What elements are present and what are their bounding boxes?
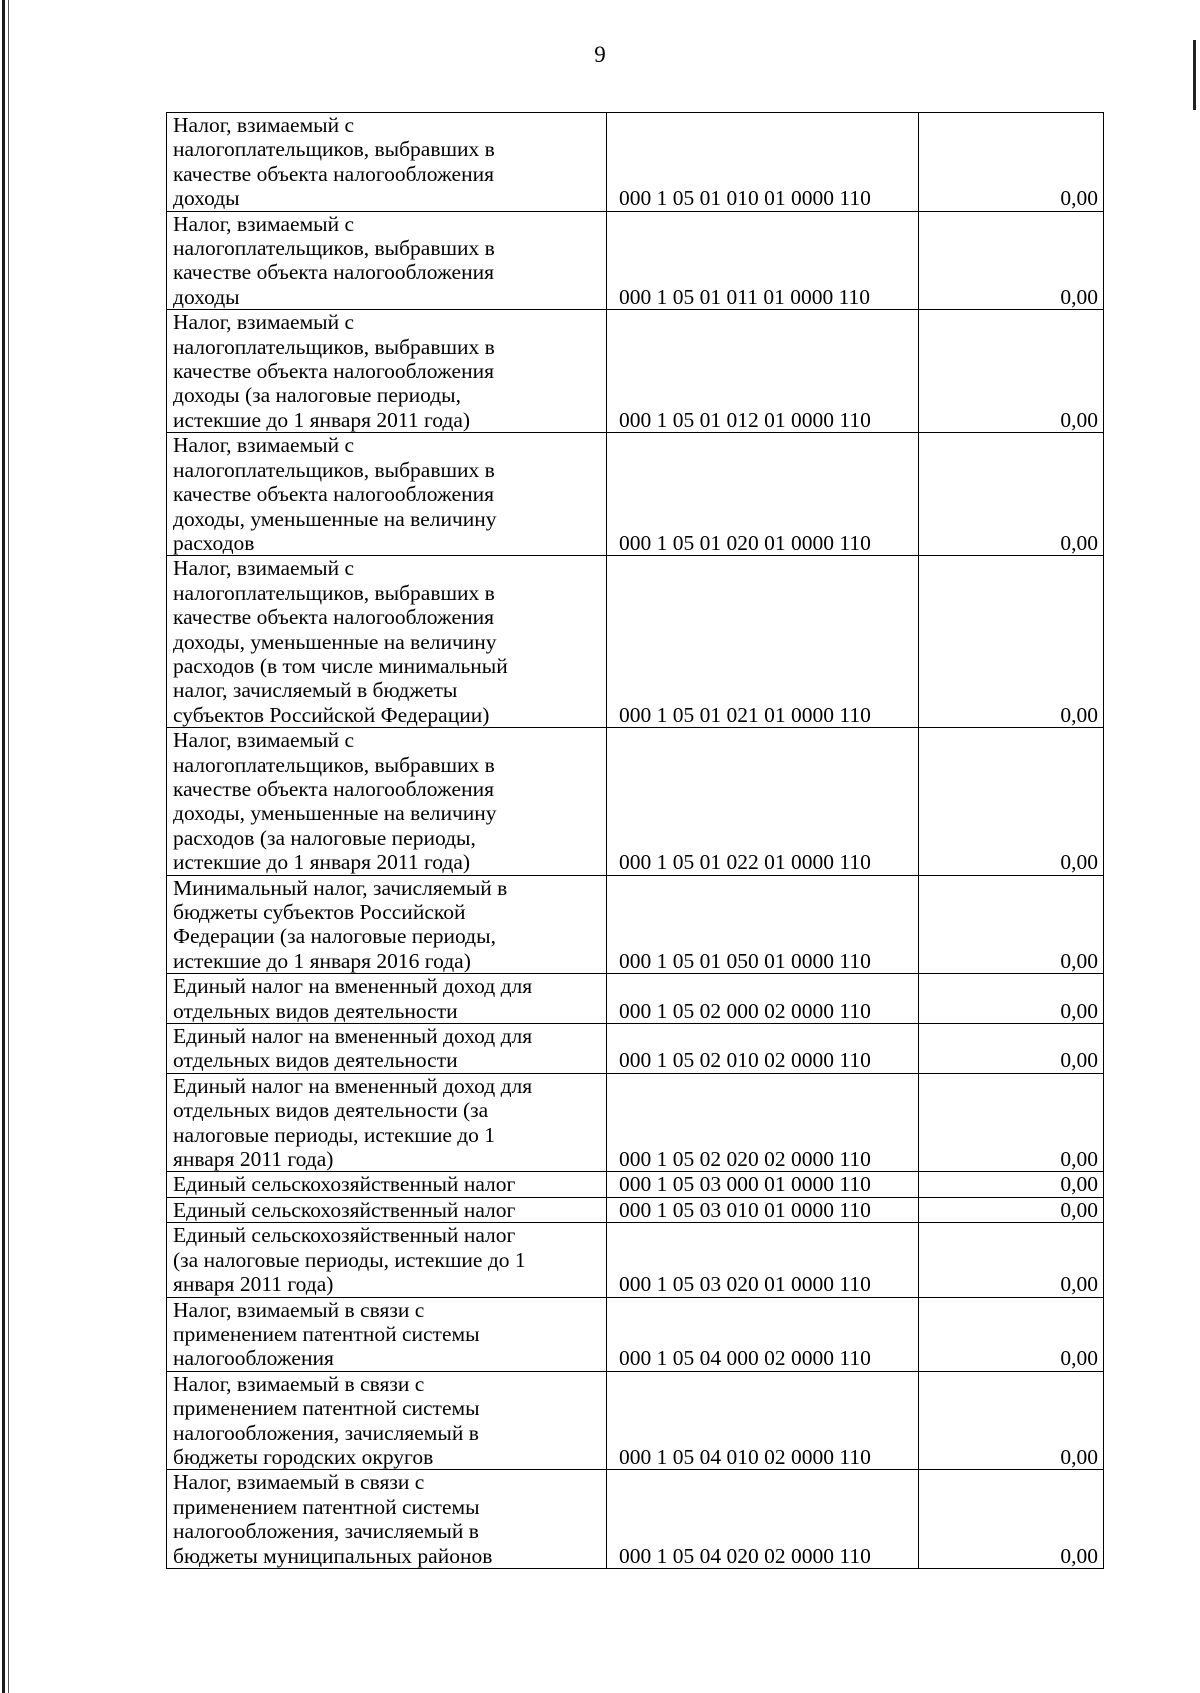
- budget-code-cell: 000 1 05 01 021 01 0000 110: [607, 556, 919, 728]
- revenue-name-cell: Единый сельскохозяйственный налог (за налоговые периоды, истекшие до 1 января 2011 года): [167, 1223, 607, 1297]
- revenue-name-cell: Единый сельскохозяйственный налог: [167, 1172, 607, 1197]
- table-row: [167, 1172, 1104, 1197]
- amount-cell: 0,00: [919, 310, 1104, 433]
- revenue-name-cell: Налог, взимаемый с налогоплательщиков, выбравших в качестве объекта налогообложения доходы: [167, 211, 607, 310]
- revenue-name-cell: Налог, взимаемый в связи с применением патентной системы налогообложения, зачисляемый в бюджеты муниципальных районов: [167, 1470, 607, 1569]
- amount-cell: 0,00: [919, 1470, 1104, 1569]
- amount-cell: 0,00: [919, 433, 1104, 556]
- budget-code-cell: 000 1 05 01 010 01 0000 110: [607, 113, 919, 212]
- revenue-name-cell: Налог, взимаемый с налогоплательщиков, выбравших в качестве объекта налогообложения доходы, уменьшенные на величину расходов (за налоговые периоды, истекшие до 1 января 2011 года): [167, 728, 607, 875]
- table-row: [167, 113, 1104, 212]
- revenue-name-cell: Налог, взимаемый в связи с применением патентной системы налогообложения: [167, 1297, 607, 1371]
- amount-cell: 0,00: [919, 728, 1104, 875]
- budget-code-cell: 000 1 05 02 000 02 0000 110: [607, 974, 919, 1024]
- amount-cell: 0,00: [919, 1223, 1104, 1297]
- amount-cell: 0,00: [919, 1371, 1104, 1470]
- budget-code-cell: 000 1 05 01 020 01 0000 110: [607, 433, 919, 556]
- table-row: [167, 728, 1104, 875]
- page-number: 9: [594, 42, 606, 67]
- table-row: [167, 1297, 1104, 1371]
- table-row: [167, 1197, 1104, 1222]
- table-row: [167, 875, 1104, 974]
- amount-cell: 0,00: [919, 211, 1104, 310]
- budget-code-cell: 000 1 05 01 011 01 0000 110: [607, 211, 919, 310]
- amount-cell: 0,00: [919, 875, 1104, 974]
- revenue-name-cell: Налог, взимаемый с налогоплательщиков, выбравших в качестве объекта налогообложения доходы: [167, 113, 607, 212]
- budget-code-cell: 000 1 05 04 000 02 0000 110: [607, 1297, 919, 1371]
- revenue-name-cell: Единый налог на вмененный доход для отдельных видов деятельности: [167, 1024, 607, 1074]
- amount-cell: 0,00: [919, 1024, 1104, 1074]
- table-row: [167, 1024, 1104, 1074]
- table-row: [167, 974, 1104, 1024]
- revenue-name-cell: Налог, взимаемый с налогоплательщиков, выбравших в качестве объекта налогообложения доходы, уменьшенные на величину расходов (в том числе минимальный налог, зачисляемый в бюджеты субъектов Российской Федерации): [167, 556, 607, 728]
- amount-cell: 0,00: [919, 1297, 1104, 1371]
- budget-code-cell: 000 1 05 04 010 02 0000 110: [607, 1371, 919, 1470]
- table-row: [167, 1371, 1104, 1470]
- revenue-name-cell: Налог, взимаемый с налогоплательщиков, выбравших в качестве объекта налогообложения доходы, уменьшенные на величину расходов: [167, 433, 607, 556]
- table-row: [167, 1223, 1104, 1297]
- amount-cell: 0,00: [919, 1073, 1104, 1172]
- revenue-name-cell: Налог, взимаемый с налогоплательщиков, выбравших в качестве объекта налогообложения доходы (за налоговые периоды, истекшие до 1 января 2011 года): [167, 310, 607, 433]
- budget-code-cell: 000 1 05 01 012 01 0000 110: [607, 310, 919, 433]
- budget-code-cell: 000 1 05 03 000 01 0000 110: [607, 1172, 919, 1197]
- amount-cell: 0,00: [919, 1197, 1104, 1222]
- amount-cell: 0,00: [919, 556, 1104, 728]
- budget-code-cell: 000 1 05 04 020 02 0000 110: [607, 1470, 919, 1569]
- budget-code-cell: 000 1 05 03 010 01 0000 110: [607, 1197, 919, 1222]
- revenue-name-cell: Единый налог на вмененный доход для отдельных видов деятельности: [167, 974, 607, 1024]
- revenue-name-cell: Единый налог на вмененный доход для отдельных видов деятельности (за налоговые периоды, истекшие до 1 января 2011 года): [167, 1073, 607, 1172]
- budget-code-cell: 000 1 05 01 022 01 0000 110: [607, 728, 919, 875]
- revenue-name-cell: Налог, взимаемый в связи с применением патентной системы налогообложения, зачисляемый в бюджеты городских округов: [167, 1371, 607, 1470]
- amount-cell: 0,00: [919, 974, 1104, 1024]
- budget-revenue-table: [166, 112, 1104, 1569]
- revenue-name-cell: Минимальный налог, зачисляемый в бюджеты субъектов Российской Федерации (за налоговые периоды, истекшие до 1 января 2016 года): [167, 875, 607, 974]
- table-body: [167, 113, 1104, 1569]
- table-row: [167, 1073, 1104, 1172]
- scan-border-left: [2, 0, 5, 1693]
- scan-border-left-inner: [8, 0, 9, 1693]
- budget-code-cell: 000 1 05 03 020 01 0000 110: [607, 1223, 919, 1297]
- table-row: [167, 556, 1104, 728]
- revenue-name-cell: Единый сельскохозяйственный налог: [167, 1197, 607, 1222]
- budget-code-cell: 000 1 05 01 050 01 0000 110: [607, 875, 919, 974]
- amount-cell: 0,00: [919, 1172, 1104, 1197]
- table-row: [167, 1470, 1104, 1569]
- table-row: [167, 433, 1104, 556]
- table-row: [167, 310, 1104, 433]
- budget-code-cell: 000 1 05 02 020 02 0000 110: [607, 1073, 919, 1172]
- amount-cell: 0,00: [919, 113, 1104, 212]
- table-row: [167, 211, 1104, 310]
- budget-code-cell: 000 1 05 02 010 02 0000 110: [607, 1024, 919, 1074]
